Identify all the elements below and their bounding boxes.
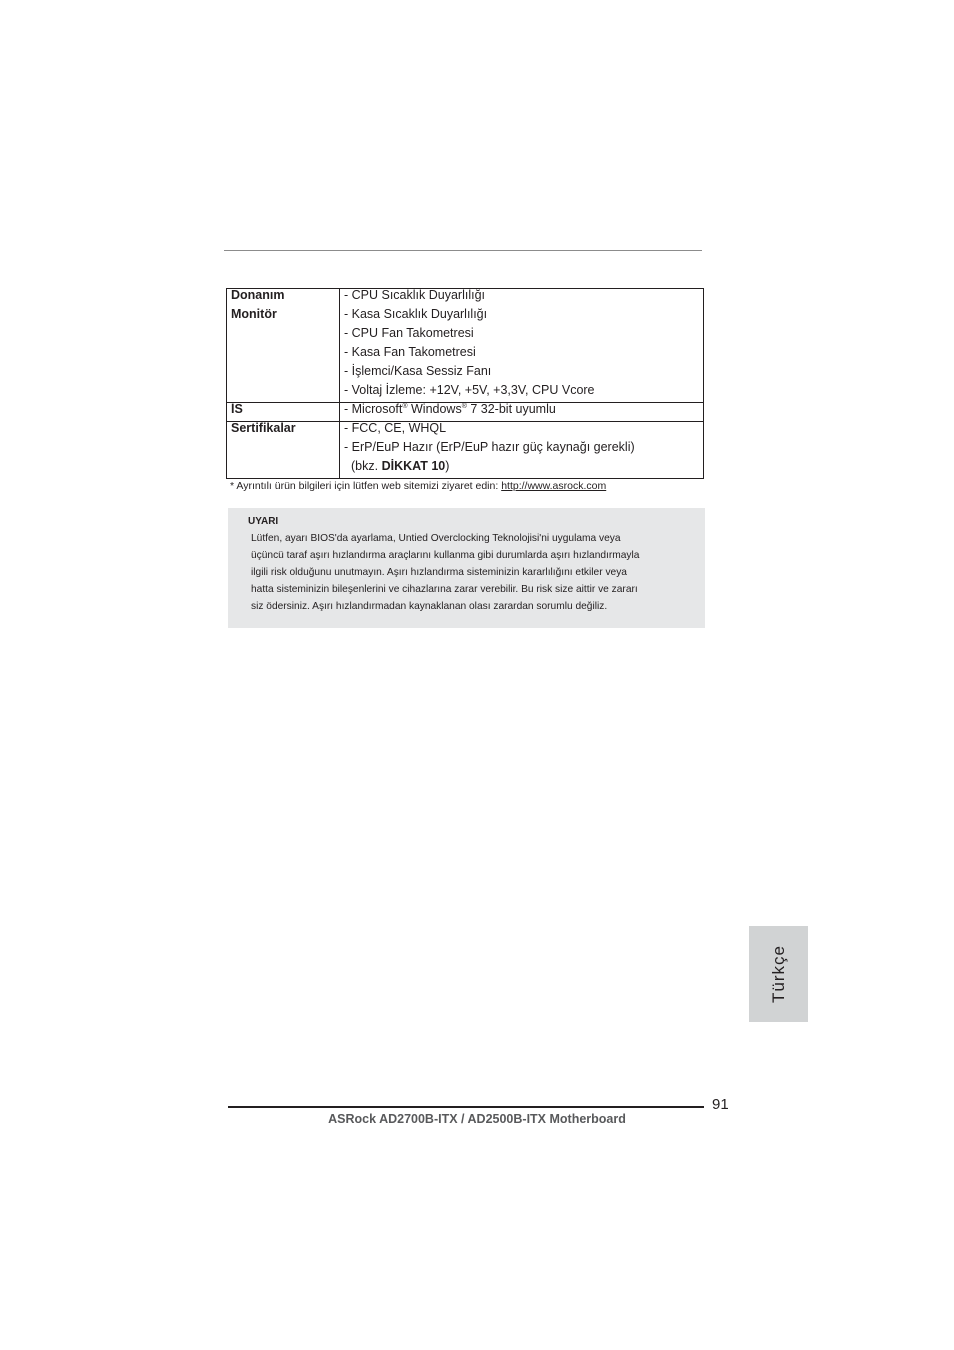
- os-text: Windows: [407, 402, 462, 416]
- spec-value-line: - Kasa Sıcaklık Duyarlılığı: [344, 307, 488, 321]
- top-divider: [224, 250, 702, 251]
- spec-label-os: İS: [227, 403, 340, 422]
- registered-mark: ®: [402, 403, 408, 410]
- spec-value-note: (bkz. DİKKAT 10): [351, 459, 450, 473]
- spec-value-line: - FCC, CE, WHQL: [344, 421, 447, 435]
- spec-value-hardware-monitor: [340, 289, 704, 403]
- registered-mark: ®: [461, 403, 467, 410]
- table-row: [227, 403, 704, 422]
- spec-table: [226, 288, 704, 479]
- spec-label-hardware-monitor: [227, 289, 340, 403]
- warning-box: [228, 508, 705, 628]
- warning-title: UYARI: [248, 516, 279, 527]
- spec-value-line: - İşlemci/Kasa Sessiz Fanı: [344, 364, 492, 378]
- spec-value-line: - CPU Sıcaklık Duyarlılığı: [344, 288, 486, 302]
- warning-line: Lütfen, ayarı BIOS'da ayarlama, Untied Overclocking Teknolojisi'ni uygulama veya: [251, 533, 621, 544]
- os-text: 7 32-bit uyumlu: [466, 402, 556, 416]
- spec-label-certifications: Sertifikalar: [227, 422, 340, 479]
- warning-line: ilgili risk olduğunu unutmayın. Aşırı hızlandırma sisteminizin kararlılığını etkiler veya: [251, 567, 627, 578]
- spec-value-os: [340, 403, 704, 422]
- spec-value-line: - CPU Fan Takometresi: [344, 326, 474, 340]
- os-text: - Microsoft: [344, 402, 403, 416]
- language-tab: [749, 926, 808, 1022]
- warning-body: [251, 530, 691, 615]
- spec-value-line: - ErP/EuP Hazır (ErP/EuP hazır güç kaynağı gerekli): [344, 440, 635, 454]
- table-row: [227, 289, 704, 403]
- warning-line: siz ödersiniz. Aşırı hızlandırmadan kaynaklanan olası zarardan sorumlu değiliz.: [251, 601, 608, 612]
- footer-divider: [228, 1106, 704, 1108]
- footer-title: ASRock AD2700B-ITX / AD2500B-ITX Motherboard: [328, 1112, 626, 1126]
- spec-value-certifications: [340, 422, 704, 479]
- warning-line: hatta sisteminizin bileşenlerini ve cihazlarına zarar verebilir. Bu risk size aittir ve zararı: [251, 584, 638, 595]
- page-number: 91: [712, 1096, 729, 1113]
- language-tab-label: Türkçe: [768, 945, 788, 1003]
- spec-label-line: Monitör: [231, 307, 277, 321]
- spec-value-line: - Kasa Fan Takometresi: [344, 345, 476, 359]
- spec-label-line: Donanım: [231, 288, 285, 302]
- warning-line: üçüncü taraf aşırı hızlandırma araçlarını kullanma gibi durumlarda aşırı hızlandırmayla: [251, 550, 640, 561]
- asrock-website-link[interactable]: http://www.asrock.com: [501, 480, 607, 492]
- table-row: [227, 422, 704, 479]
- footnote: * Ayrıntılı ürün bilgileri için lütfen web sitemizi ziyaret edin: http://www.asrock.com: [230, 480, 607, 492]
- spec-value-line: - Voltaj İzleme: +12V, +5V, +3,3V, CPU Vcore: [344, 383, 595, 397]
